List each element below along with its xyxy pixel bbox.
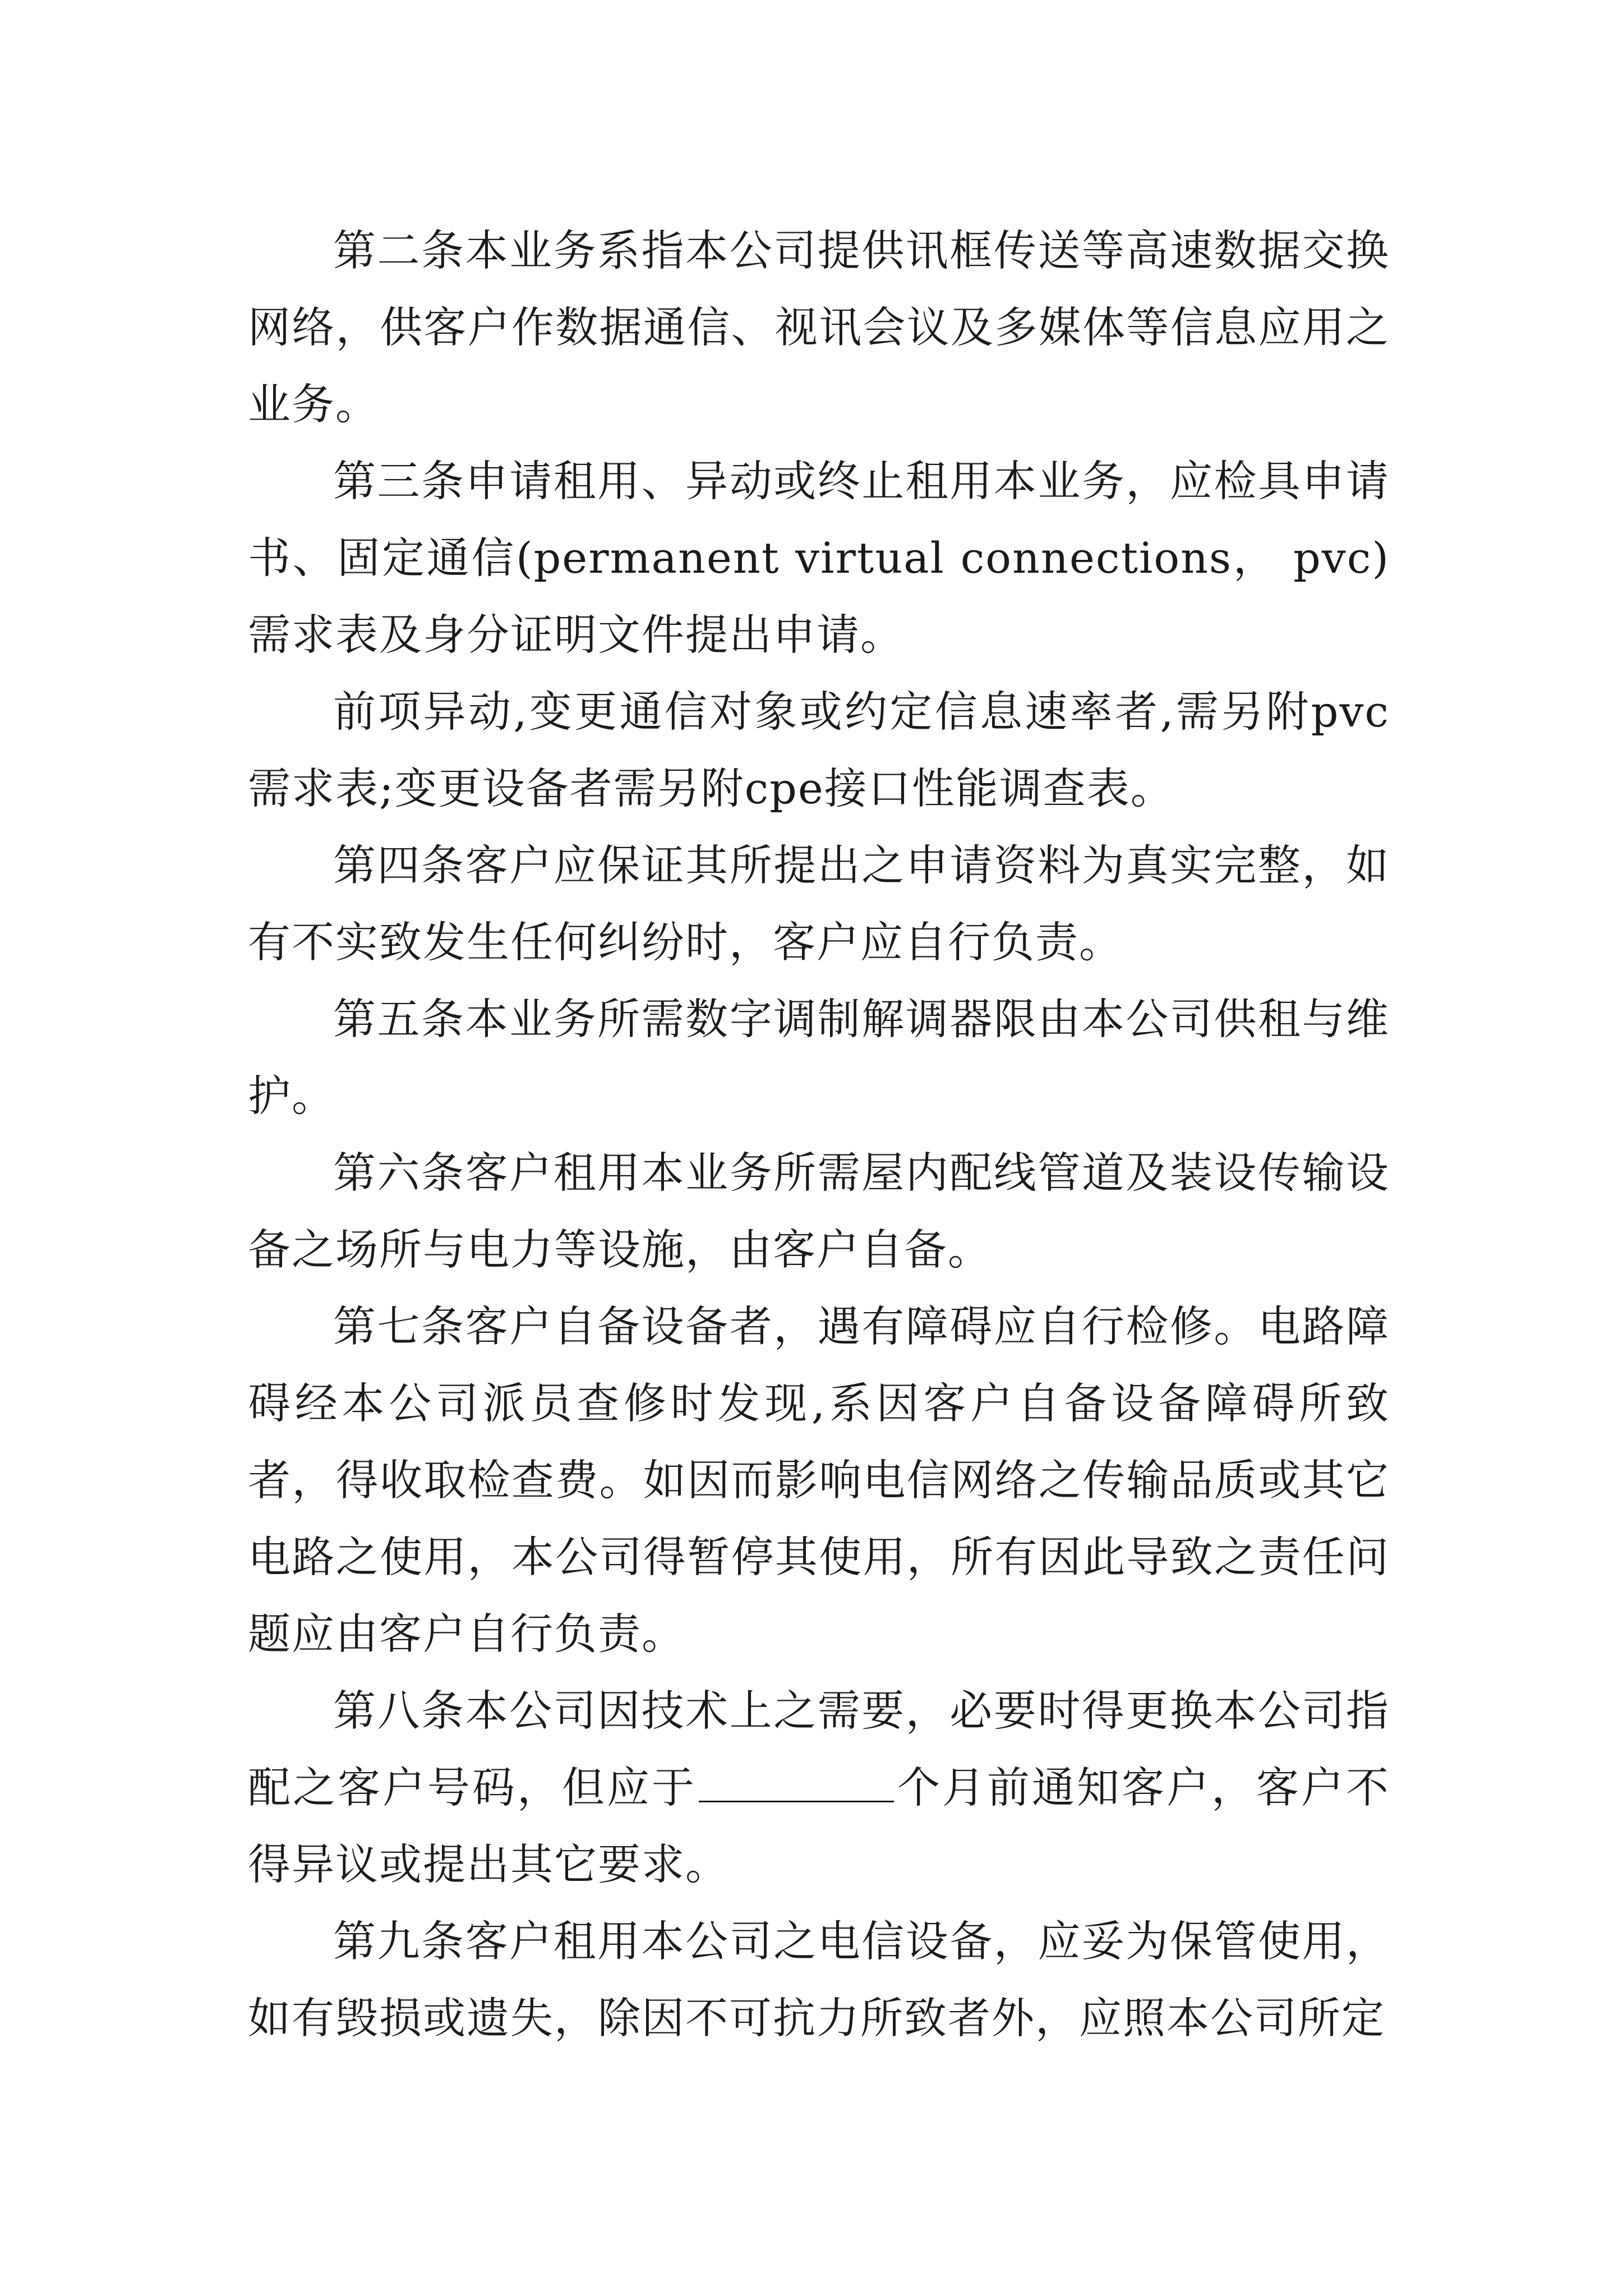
paragraph-article-7: 第七条客户自备设备者，遇有障碍应自行检修。电路障碍经本公司派员查修时发现,系因客户自备设备障碍所致者，得收取检查费。如因而影响电信网络之传输品质或其它电路之使用，本公司得暂停其使用，所有因此导致之责任问题应由客户自行负责。 (248, 1301, 1390, 1659)
fill-in-blank-months (699, 1765, 894, 1802)
paragraph-article-2: 第二条本业务系指本公司提供讯框传送等高速数据交换网络，供客户作数据通信、视讯会议及多媒体等信息应用之业务。 (248, 226, 1390, 429)
paragraph-article-4: 第四条客户应保证其所提出之申请资料为真实完整，如有不实致发生任何纠纷时，客户应自行负责。 (248, 840, 1390, 967)
paragraph-article-8 (248, 1672, 1390, 1903)
document-body (248, 212, 1390, 2056)
paragraph-article-9: 第九条客户租用本公司之电信设备，应妥为保管使用，如有毁损或遗失，除因不可抗力所致者外，应照本公司所定 (248, 1916, 1390, 2043)
paragraph-article-8-after: 个月前通知客户，客户不得异议或提出其它要求。 (248, 1763, 1390, 1889)
paragraph-article-3: 第三条申请租用、异动或终止租用本业务，应检具申请书、固定通信(permanent virtual connections， pvc)需求表及身分证明文件提出申请。 (248, 456, 1390, 660)
paragraph-article-5: 第五条本业务所需数字调制解调器限由本公司供租与维护。 (248, 994, 1390, 1121)
paragraph-article-6: 第六条客户租用本业务所需屋内配线管道及装设传输设备之场所与电力等设施，由客户自备。 (248, 1148, 1390, 1274)
paragraph-article-8-before: 第八条本公司因技术上之需要，必要时得更换本公司指配之客户号码，但应于 (248, 1686, 1390, 1812)
paragraph-article-3-note: 前项异动,变更通信对象或约定信息速率者,需另附pvc需求表;变更设备者需另附cpe接口性能调查表。 (248, 687, 1390, 813)
